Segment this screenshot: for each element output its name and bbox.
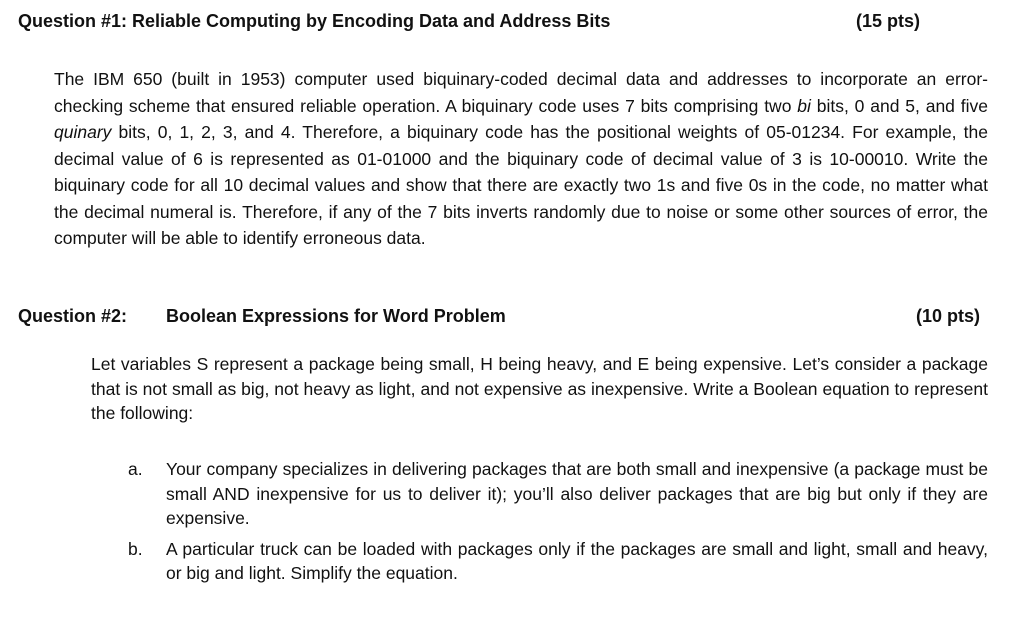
question-2-subparts — [128, 457, 988, 586]
question-1-title: Question #1: Reliable Computing by Encoding Data and Address Bits — [18, 11, 611, 31]
list-marker: b. — [128, 538, 143, 559]
q1-text-part-3: bits, 0, 1, 2, 3, and 4. Therefore, a biquinary code has the positional weights of 05-01234. For example, the decimal value of 6 is represented as 01-01000 and the biquinary code of decimal value of 3 is 10-00010. Write the biquinary code for all 10 decimal values and show that there are exactly two 1s and five 0s in the code, no matter what the decimal numeral is. Therefore, if any of the 7 bits inverts randomly due to noise or some other sources of error, the computer will be able to identify erroneous data. — [54, 122, 988, 248]
q1-italic-bi: bi — [797, 95, 811, 116]
question-1-points: (15 pts) — [856, 11, 921, 31]
list-item-text: A particular truck can be loaded with packages only if the packages are small and light, small and heavy, or big and light. Simplify the equation. — [166, 538, 988, 583]
list-item-text: Your company specializes in delivering packages that are both small and inexpensive (a package must be small AND inexpensive for us to deliver it); you’ll also deliver packages that are big but only if they are expensive. — [166, 459, 988, 528]
q1-text-part-1: The IBM 650 (built in 1953) computer used biquinary-coded decimal data and addresses to incorporate an error-checking scheme that ensured reliable operation. A biquinary code uses 7 bits comprising two — [54, 69, 988, 116]
list-marker: a. — [128, 459, 143, 479]
q1-italic-quinary: quinary — [54, 122, 112, 142]
list-item — [128, 537, 988, 586]
question-1-body — [54, 66, 988, 252]
question-1-heading — [18, 10, 980, 32]
q1-text-part-2: bits, 0 and 5, and five — [810, 95, 988, 116]
question-2-intro: Let variables S represent a package being small, H being heavy, and E being expensive. Let’s consider a package that is not small as big, not heavy as light, and not expensive as inexpensive. Write a Boolean equation to represent the following: — [91, 354, 988, 423]
question-2-title: Boolean Expressions for Word Problem — [166, 306, 506, 326]
list-item — [128, 457, 988, 531]
question-2-number: Question #2: — [18, 306, 128, 326]
question-2-points: (10 pts) — [915, 306, 980, 326]
